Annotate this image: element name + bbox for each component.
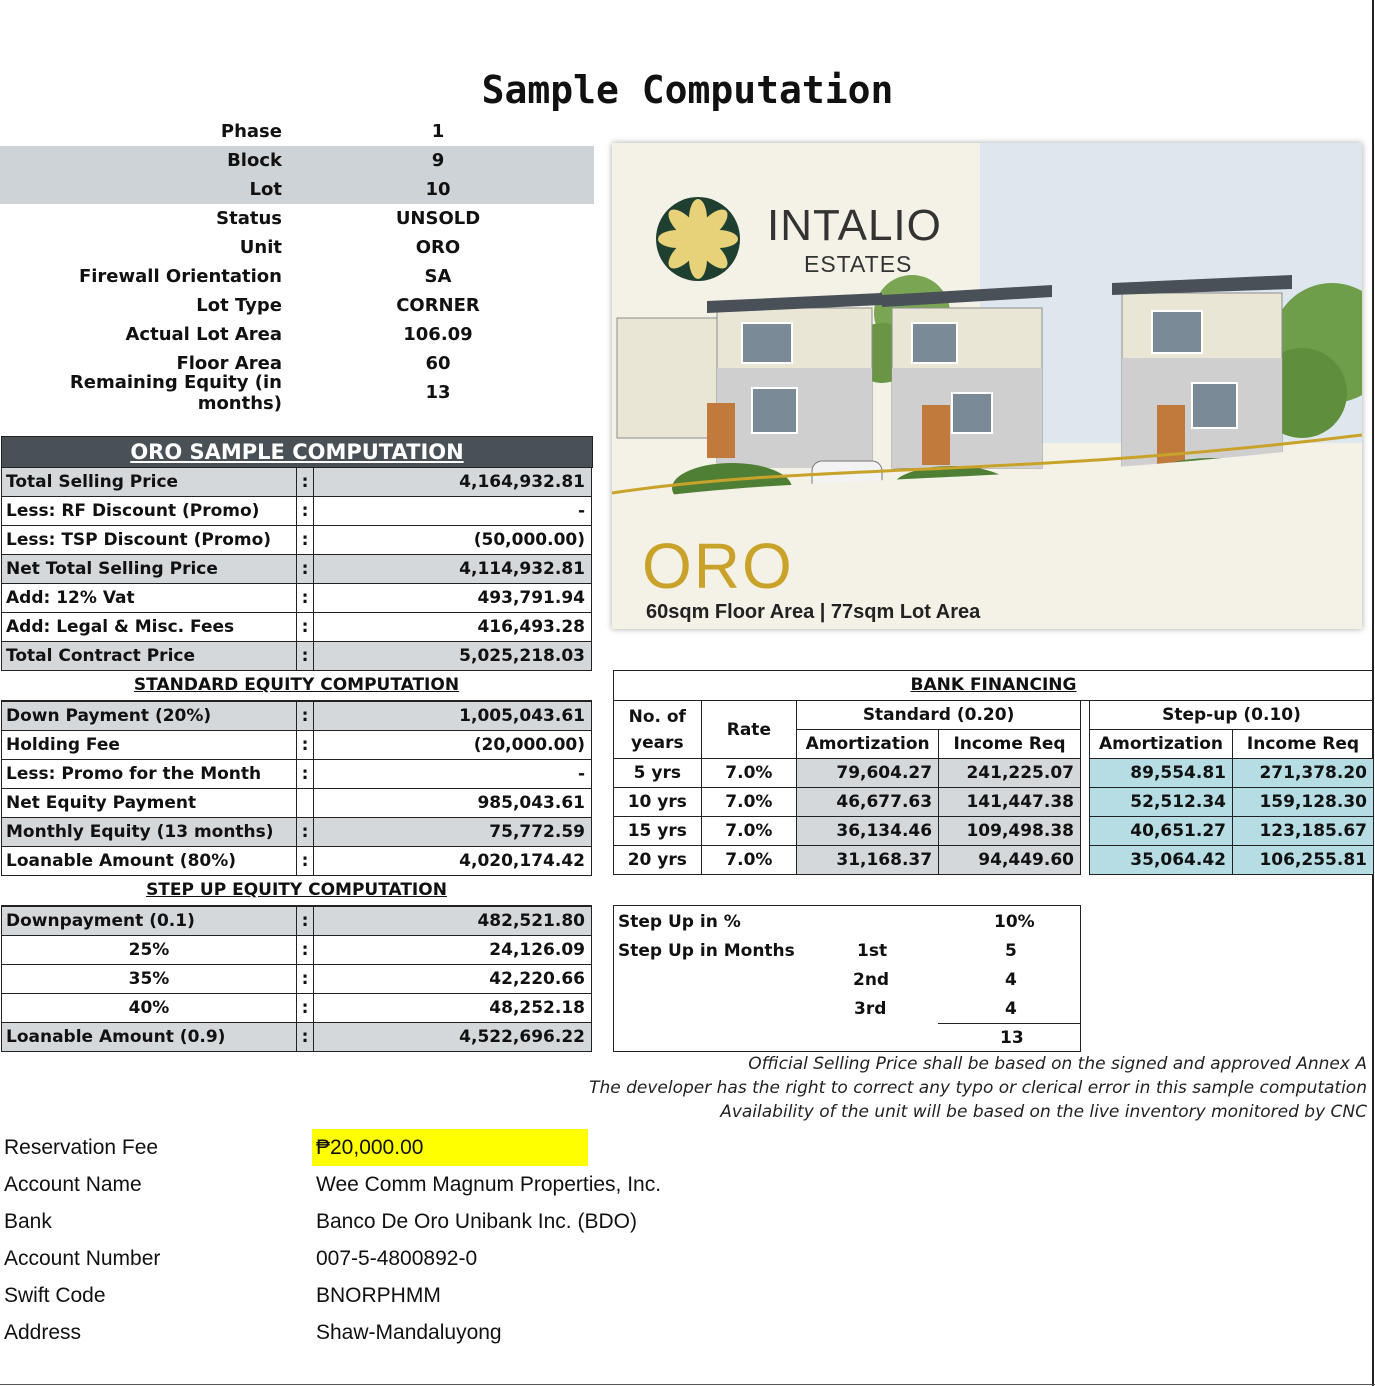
step-up-equity-table <box>1 906 592 1052</box>
info-value: 10 <box>425 179 451 200</box>
step-up-ordinal: 2nd <box>853 970 890 990</box>
note-line: Availability of the unit will be based on the live inventory monitored by CNC <box>720 1102 1367 1122</box>
standard-equity-table <box>1 701 592 876</box>
swift-code-row: Swift Code BNORPHMM <box>4 1283 441 1307</box>
table-row: Less: Promo for the Month : - <box>2 760 592 789</box>
info-value: SA <box>424 266 452 287</box>
table-row: Holding Fee : (20,000.00) <box>2 731 592 760</box>
table-row: 89,554.81 271,378.20 <box>1090 759 1374 788</box>
note-line: The developer has the right to correct any typo or clerical error in this sample computation <box>589 1078 1367 1098</box>
table-row: Less: RF Discount (Promo) : - <box>2 497 592 526</box>
table-row: Loanable Amount (80%) : 4,020,174.42 <box>2 847 592 876</box>
intalio-logo-icon <box>656 197 740 281</box>
table-row: Less: TSP Discount (Promo) : (50,000.00) <box>2 526 592 555</box>
brand-subname: ESTATES <box>804 251 913 277</box>
info-value: 106.09 <box>403 324 473 345</box>
step-up-pct-value: 10% <box>994 912 1035 932</box>
model-caption: 60sqm Floor Area | 77sqm Lot Area <box>646 601 981 623</box>
standard-equity-header: STANDARD EQUITY COMPUTATION <box>1 671 592 701</box>
table-row <box>614 701 1081 730</box>
table-row: 40% : 48,252.18 <box>2 994 592 1023</box>
oro-computation-table <box>1 467 592 671</box>
step-up-months-label: Step Up in Months <box>618 941 795 961</box>
table-row: 15 yrs 7.0% 36,134.46 109,498.38 <box>614 817 1081 846</box>
col-rate-header: Rate <box>701 701 797 759</box>
step-up-months: 4 <box>1005 999 1017 1019</box>
col-income-header: Income Req <box>1233 730 1374 759</box>
table-row: Add: Legal & Misc. Fees : 416,493.28 <box>2 613 592 642</box>
info-row-phase: Phase 1 <box>0 117 594 146</box>
bank-row: Bank Banco De Oro Unibank Inc. (BDO) <box>4 1209 637 1233</box>
stepup-financing-table <box>1089 700 1374 875</box>
reservation-fee-row: Reservation Fee ₱20,000.00 <box>4 1129 661 1166</box>
table-row: Monthly Equity (13 months) : 75,772.59 <box>2 818 592 847</box>
oro-model-banner <box>612 143 1362 629</box>
model-name: ORO <box>642 530 794 602</box>
table-row: Add: 12% Vat : 493,791.94 <box>2 584 592 613</box>
table-row: 35% : 42,220.66 <box>2 965 592 994</box>
account-name-row: Account Name Wee Comm Magnum Properties, Inc. <box>4 1172 662 1196</box>
stepup-header: Step-up (0.10) <box>1090 701 1374 730</box>
info-value: ORO <box>415 237 461 258</box>
step-up-pct-label: Step Up in % <box>618 912 741 932</box>
info-value: 13 <box>425 382 451 403</box>
table-row: Down Payment (20%) : 1,005,043.61 <box>2 702 592 731</box>
table-row: 40,651.27 123,185.67 <box>1090 817 1374 846</box>
bank-financing-title: BANK FINANCING <box>613 670 1374 701</box>
info-row-lot: Lot 10 <box>0 175 594 204</box>
info-value: 9 <box>431 150 445 171</box>
table-row: 25% : 24,126.09 <box>2 936 592 965</box>
info-row-floor-area: Floor Area 60 <box>0 349 594 378</box>
info-value: 60 <box>425 353 451 374</box>
table-row: 10 yrs 7.0% 46,677.63 141,447.38 <box>614 788 1081 817</box>
oro-computation-header: ORO SAMPLE COMPUTATION <box>1 436 593 468</box>
col-income-header: Income Req <box>939 730 1081 759</box>
col-amort-header: Amortization <box>797 730 939 759</box>
table-row: 52,512.34 159,128.30 <box>1090 788 1374 817</box>
col-amort-header: Amortization <box>1090 730 1233 759</box>
table-row: Loanable Amount (0.9) : 4,522,696.22 <box>2 1023 592 1052</box>
info-row-unit: Unit ORO <box>0 233 594 262</box>
reservation-fee-value: ₱20,000.00 <box>312 1129 588 1166</box>
table-row: Total Contract Price : 5,025,218.03 <box>2 642 592 671</box>
info-row-remaining-equity: Remaining Equity (in months) 13 <box>0 378 594 407</box>
info-row-lot-type: Lot Type CORNER <box>0 291 594 320</box>
step-up-equity-header: STEP UP EQUITY COMPUTATION <box>1 876 592 906</box>
table-row <box>1090 730 1374 759</box>
note-line: Official Selling Price shall be based on the signed and approved Annex A <box>748 1054 1367 1074</box>
step-up-months: 5 <box>1005 941 1017 961</box>
step-up-ordinal: 3rd <box>854 999 887 1019</box>
disclaimer-notes <box>589 1052 1367 1124</box>
brand-name: INTALIO <box>767 201 942 250</box>
page-bottom-rule <box>0 1384 1375 1385</box>
account-number-row: Account Number 007-5-4800892-0 <box>4 1246 478 1270</box>
info-row-status: Status UNSOLD <box>0 204 594 233</box>
page-title: Sample Computation <box>481 68 894 112</box>
info-row-block: Block 9 <box>0 146 594 175</box>
info-value: UNSOLD <box>395 208 481 229</box>
table-row <box>1090 701 1374 730</box>
step-up-ordinal: 1st <box>857 941 888 961</box>
info-value: 1 <box>431 121 445 142</box>
info-row-firewall: Firewall Orientation SA <box>0 262 594 291</box>
address-row: Address Shaw-Mandaluyong <box>4 1320 502 1344</box>
table-row: 20 yrs 7.0% 31,168.37 94,449.60 <box>614 846 1081 875</box>
info-value: CORNER <box>396 295 480 316</box>
table-row: Total Selling Price : 4,164,932.81 <box>2 468 592 497</box>
step-up-total: 13 <box>1000 1028 1024 1048</box>
table-row: Net Total Selling Price : 4,114,932.81 <box>2 555 592 584</box>
step-up-box <box>613 905 1081 1052</box>
col-years-header: No. of years <box>614 701 702 759</box>
payment-details <box>4 1129 661 1351</box>
standard-header: Standard (0.20) <box>797 701 1081 730</box>
property-info <box>0 117 594 414</box>
info-row-lot-area: Actual Lot Area 106.09 <box>0 320 594 349</box>
table-row: 5 yrs 7.0% 79,604.27 241,225.07 <box>614 759 1081 788</box>
table-row: Downpayment (0.1) : 482,521.80 <box>2 907 592 936</box>
standard-financing-table <box>613 700 1081 875</box>
table-row: 35,064.42 106,255.81 <box>1090 846 1374 875</box>
step-up-months: 4 <box>1005 970 1017 990</box>
table-row: Net Equity Payment 985,043.61 <box>2 789 592 818</box>
